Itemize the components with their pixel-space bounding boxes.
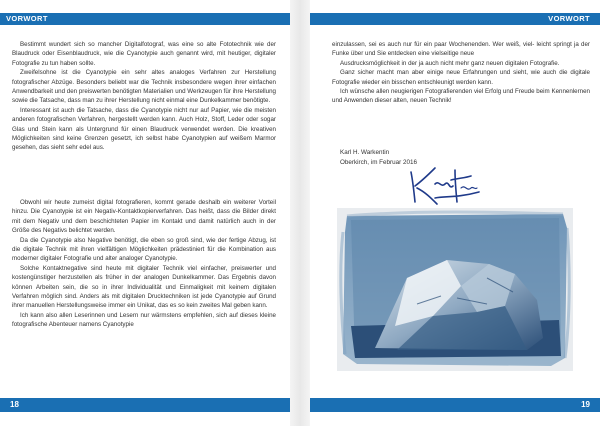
paragraph: Solche Kontaktnegative sind heute mit digitaler Technik viel einfacher, preiswerter und kostengünstiger herzustellen als früher in der analogen Dunkelkammer. Das Ergebnis davon können Arbeiten sein, die so in ihrer Individualität und Einmaligkeit mit keinem digitalen Verfahren möglich sind. Anders als mit digitalen Drucktechniken ist jede Cyanotypie auf Grund ihrer manuellen Herstellungsweise immer ein Unikat, das es so kein zweites Mal geben kann.: [12, 264, 276, 310]
place-date: Oberkirch, im Februar 2016: [340, 158, 417, 166]
right-page: [310, 0, 600, 426]
left-page: [0, 0, 290, 426]
left-text-block-2: [12, 198, 276, 330]
paragraph: Bestimmt wundert sich so mancher Digitalfotograf, was eine so alte Fototechnik wie der Blaudruck oder Eisenblaudruck, wie die Cyanotypie auch genannt wird, mit heutiger, digitaler Fotografie zu tun haben sollte.: [12, 41, 276, 67]
paragraph: Zweifelsohne ist die Cyanotypie ein sehr altes analoges Verfahren zur Herstellung fotografischer Abzüge. Besonders beliebt war die Technik insbesondere wegen ihrer einfachen Anwendbarkeit und den preiswerten benötigten Materialien und Werkzeugen für ihre Herstellung sowie die Tatsache, dass man zu ihrer Herstellung nicht einmal eine Dunkelkammer benötigte.: [12, 69, 276, 105]
left-text-block-1: [12, 40, 276, 153]
paragraph: Interessant ist auch die Tatsache, dass die Cyanotypie nicht nur auf Papier, wie die meisten anderen fotografischen Verfahren, hergestellt werden kann. Auch Holz, Stoff, Leder oder sogar Glas und Stein kann als Untergrund für einen Blaudruck verwendet werden. Die kreativen Möglichkeiten sind keine Grenzen gesetzt, ich selbst habe Cyanotypien auf weißem Marmor gesehen, das sieht sehr edel aus.: [12, 106, 276, 152]
right-page-number: 19: [310, 398, 600, 412]
book-gutter: [290, 0, 310, 426]
right-text-block-1: [332, 40, 590, 106]
signature-icon: [405, 162, 485, 208]
paragraph: Obwohl wir heute zumeist digital fotografieren, kommt gerade deshalb ein weiterer Vorteil hinzu. Die Cyanotypie ist ein Negativ-Kontaktkopierverfahren. Das heißt, dass die Bilder direkt mit dem Negativ und dem beschichteten Papier im Kontakt und damit natürlich auch in der Größe des Negativs belichtet werden.: [12, 199, 276, 235]
paragraph: Ich kann also allen Leserinnen und Lesern nur wärmstens empfehlen, sich auf dieses kleine fotografische Abenteuer namens Cyanotypie: [12, 311, 276, 329]
paragraph: einzulassen, sei es auch nur für ein paar Wochenenden. Wer weiß, viel- leicht springt ja der Funke über und Sie entdecken eine vielseitige neue: [332, 41, 590, 58]
right-header-bar: VORWORT: [310, 13, 600, 25]
cyanotype-rock-photo: [337, 208, 573, 371]
paragraph: Da die Cyanotypie also Negative benötigt, die eben so groß sind, wie der fertige Abzug, ist die digitale Technik mit ihren vielfältigen Möglichkeiten prädestiniert für die Kombination aus moderner digitaler Fotografie und alter analoger Cyanotypie.: [12, 236, 276, 263]
paragraph: Ganz sicher macht man aber einige neue Erfahrungen und sieht, wie auch die digitale Fotografie wieder ein bisschen entschleunigt werden kann.: [332, 69, 590, 86]
left-header-bar: VORWORT: [0, 13, 290, 25]
paragraph: Ausdrucksmöglichkeit in der ja auch nicht mehr ganz neuen digitalen Fotografie.: [340, 59, 560, 67]
paragraph: Ich wünsche allen neugierigen Fotografierenden viel Erfolg und Freude beim Kennenlernen und Anwenden dieser alten, neuen Technik!: [332, 88, 590, 105]
author-name: Karl H. Warkentin: [340, 149, 390, 156]
left-page-number: 18: [0, 398, 290, 412]
